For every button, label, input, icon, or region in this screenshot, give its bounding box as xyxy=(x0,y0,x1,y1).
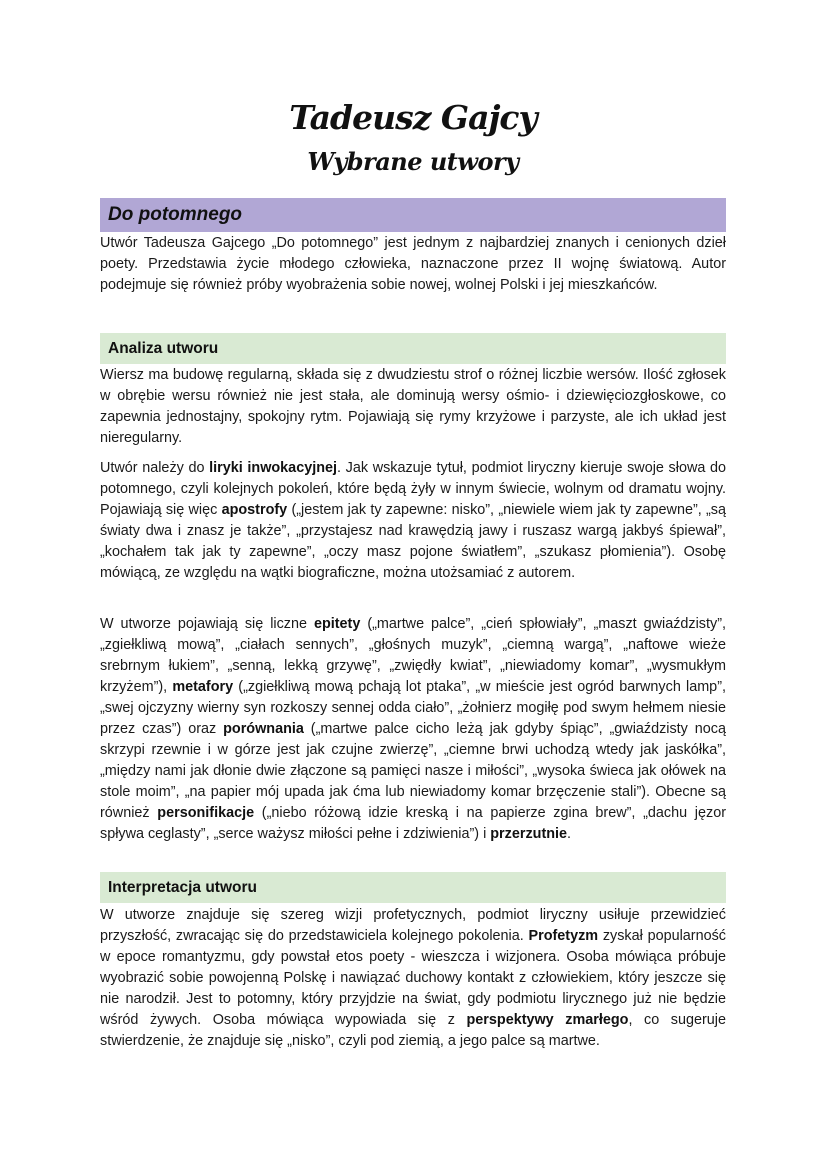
analysis-paragraph-3 xyxy=(100,614,726,845)
text-segment: W utworze znajduje się szereg wizji profetycznych, podmiot liryczny usiłuje przewidzieć przyszłość, zwracając się do przedstawiciela kolejnego pokolenia. xyxy=(100,907,726,944)
subsection-header-analiza xyxy=(100,333,726,364)
text-segment: („jestem jak ty zapewne: nisko”, „niewiele wiem jak ty zapewne”, „są światy dwa i znasz je także”, „przystajesz nad krawędzią jawy i ruszasz wargą jakbyś śpiewał”, „kochałem tak jak ty zapewne”, „oczy masz pojone światłem”, „szukasz płomienia”). Osobę mówiącą, ze względu na wątki biograficzne, można utożsamiać z autorem. xyxy=(100,502,727,581)
document-subtitle: Wybrane utwory xyxy=(307,147,519,176)
text-segment: („martwe palce”, „cień spłowiały”, „maszt gwiaździsty”, „zgiełkliwą mową”, „ciałach sennych”, „głośnych muzyk”, „ciemną wargą”, „naftowe wieże srebrnym łukiem”, „senną, lekką grzywę”, „zwiędły kwiat”, „niewiadomy komar”, „wysmukłym krzyżem”), xyxy=(100,616,726,695)
text-segment: . xyxy=(567,826,572,842)
bold-term: porównania xyxy=(223,721,304,737)
document-title: Tadeusz Gajcy xyxy=(289,98,537,137)
bold-term: przerzutnie xyxy=(490,826,568,842)
bold-term: personifikacje xyxy=(157,805,255,821)
text-segment: („zgiełkliwą mową pchają lot ptaka”, „w mieście jest ogród barwnych lamp”, „swej ojczyzny wierny syn rozkoszy sennej odda ciało”, „żołnierz mogiłę pod swym hełmem niesie przez czas”) oraz xyxy=(100,679,726,737)
bold-term: epitety xyxy=(313,616,361,632)
section-header-do-potomnego xyxy=(100,198,726,232)
bold-term: metafory xyxy=(172,679,234,695)
text-segment: , co sugeruje stwierdzenie, że znajduje się „nisko”, czyli pod ziemią, a jego palce są martwe. xyxy=(100,1012,726,1049)
subsection-heading: Analiza utworu xyxy=(108,340,219,357)
section-intro-paragraph: Utwór Tadeusza Gajcego „Do potomnego” jest jednym z najbardziej znanych i cenionych dzieł poety. Przedstawia życie młodego człowieka, naznaczone przez II wojnę światową. Autor podejmuje się również próby wyobrażenia sobie nowej, wolnej Polski i jej mieszkańców. xyxy=(100,235,726,293)
text-segment: W utworze pojawiają się liczne xyxy=(100,616,314,632)
interpretation-paragraph-1 xyxy=(100,905,726,1052)
text-segment: Utwór należy do xyxy=(100,460,210,476)
bold-term: Profetyzm xyxy=(528,928,599,944)
text-segment: . Jak wskazuje tytuł, podmiot liryczny kieruje swoje słowa do potomnego, czyli kolejnych pokoleń, które będą żyły w innym świecie, wolnym od dramatu wojny. Pojawiają się więc xyxy=(100,460,726,518)
subsection-header-interpretacja xyxy=(100,872,726,903)
subsection-heading: Interpretacja utworu xyxy=(108,879,257,896)
bold-term: liryki inwokacyjnej xyxy=(209,460,337,476)
analysis-paragraph-2 xyxy=(100,458,726,584)
text-segment: („martwe palce cicho leżą jak gdyby śpiąc”, „gwiaździsty nocą skrzypi rzewnie i w górze jest jak czujne zwierzę”, „ciemne brwi uchodzą wtedy jak jaskółka”, „między nami jak dłonie dwie złączone są pamięci nasze i miłości”, „wysoka świeca jak ołówek na stole moim”, „na papier mój upada jak ćma lub niewiadomy komar brzęczenie stali”). Obecne są również xyxy=(100,721,726,821)
text-segment: („niebo różową idzie kreską i na papierze zgina brew”, „dachu jęzor spływa ceglasty”, „serce ważysz miłości pełne i zdziwienia”) i xyxy=(100,805,726,842)
analysis-paragraph-1 xyxy=(100,365,726,449)
section-heading: Do potomnego xyxy=(108,204,243,225)
bold-term: apostrofy xyxy=(221,502,288,518)
text-segment: zyskał popularność w epoce romantyzmu, gdy powstał etos poety - wieszcza i wizjonera. Osoba mówiąca próbuje wyobrazić sobie powojenną Polskę i nawiązać duchowy kontakt z człowiekiem, który jeszcze się nie narodził. Jest to potomny, który przyjdzie na świat, gdy podmiotu lirycznego już nie będzie wśród żywych. Osoba mówiąca wypowiada się z xyxy=(100,928,726,1028)
bold-term: perspektywy zmarłego xyxy=(466,1012,629,1028)
text-segment: Wiersz ma budowę regularną, składa się z dwudziestu strof o różnej liczbie wersów. Ilość zgłosek w obrębie wersu również nie jest stała, ale dominują wersy ośmio- i dziewięciozgłoskowe, co zapewnia jednostajny, spokojny rytm. Pojawiają się rymy krzyżowe i parzyste, ale ich układ jest nieregularny. xyxy=(100,367,726,446)
